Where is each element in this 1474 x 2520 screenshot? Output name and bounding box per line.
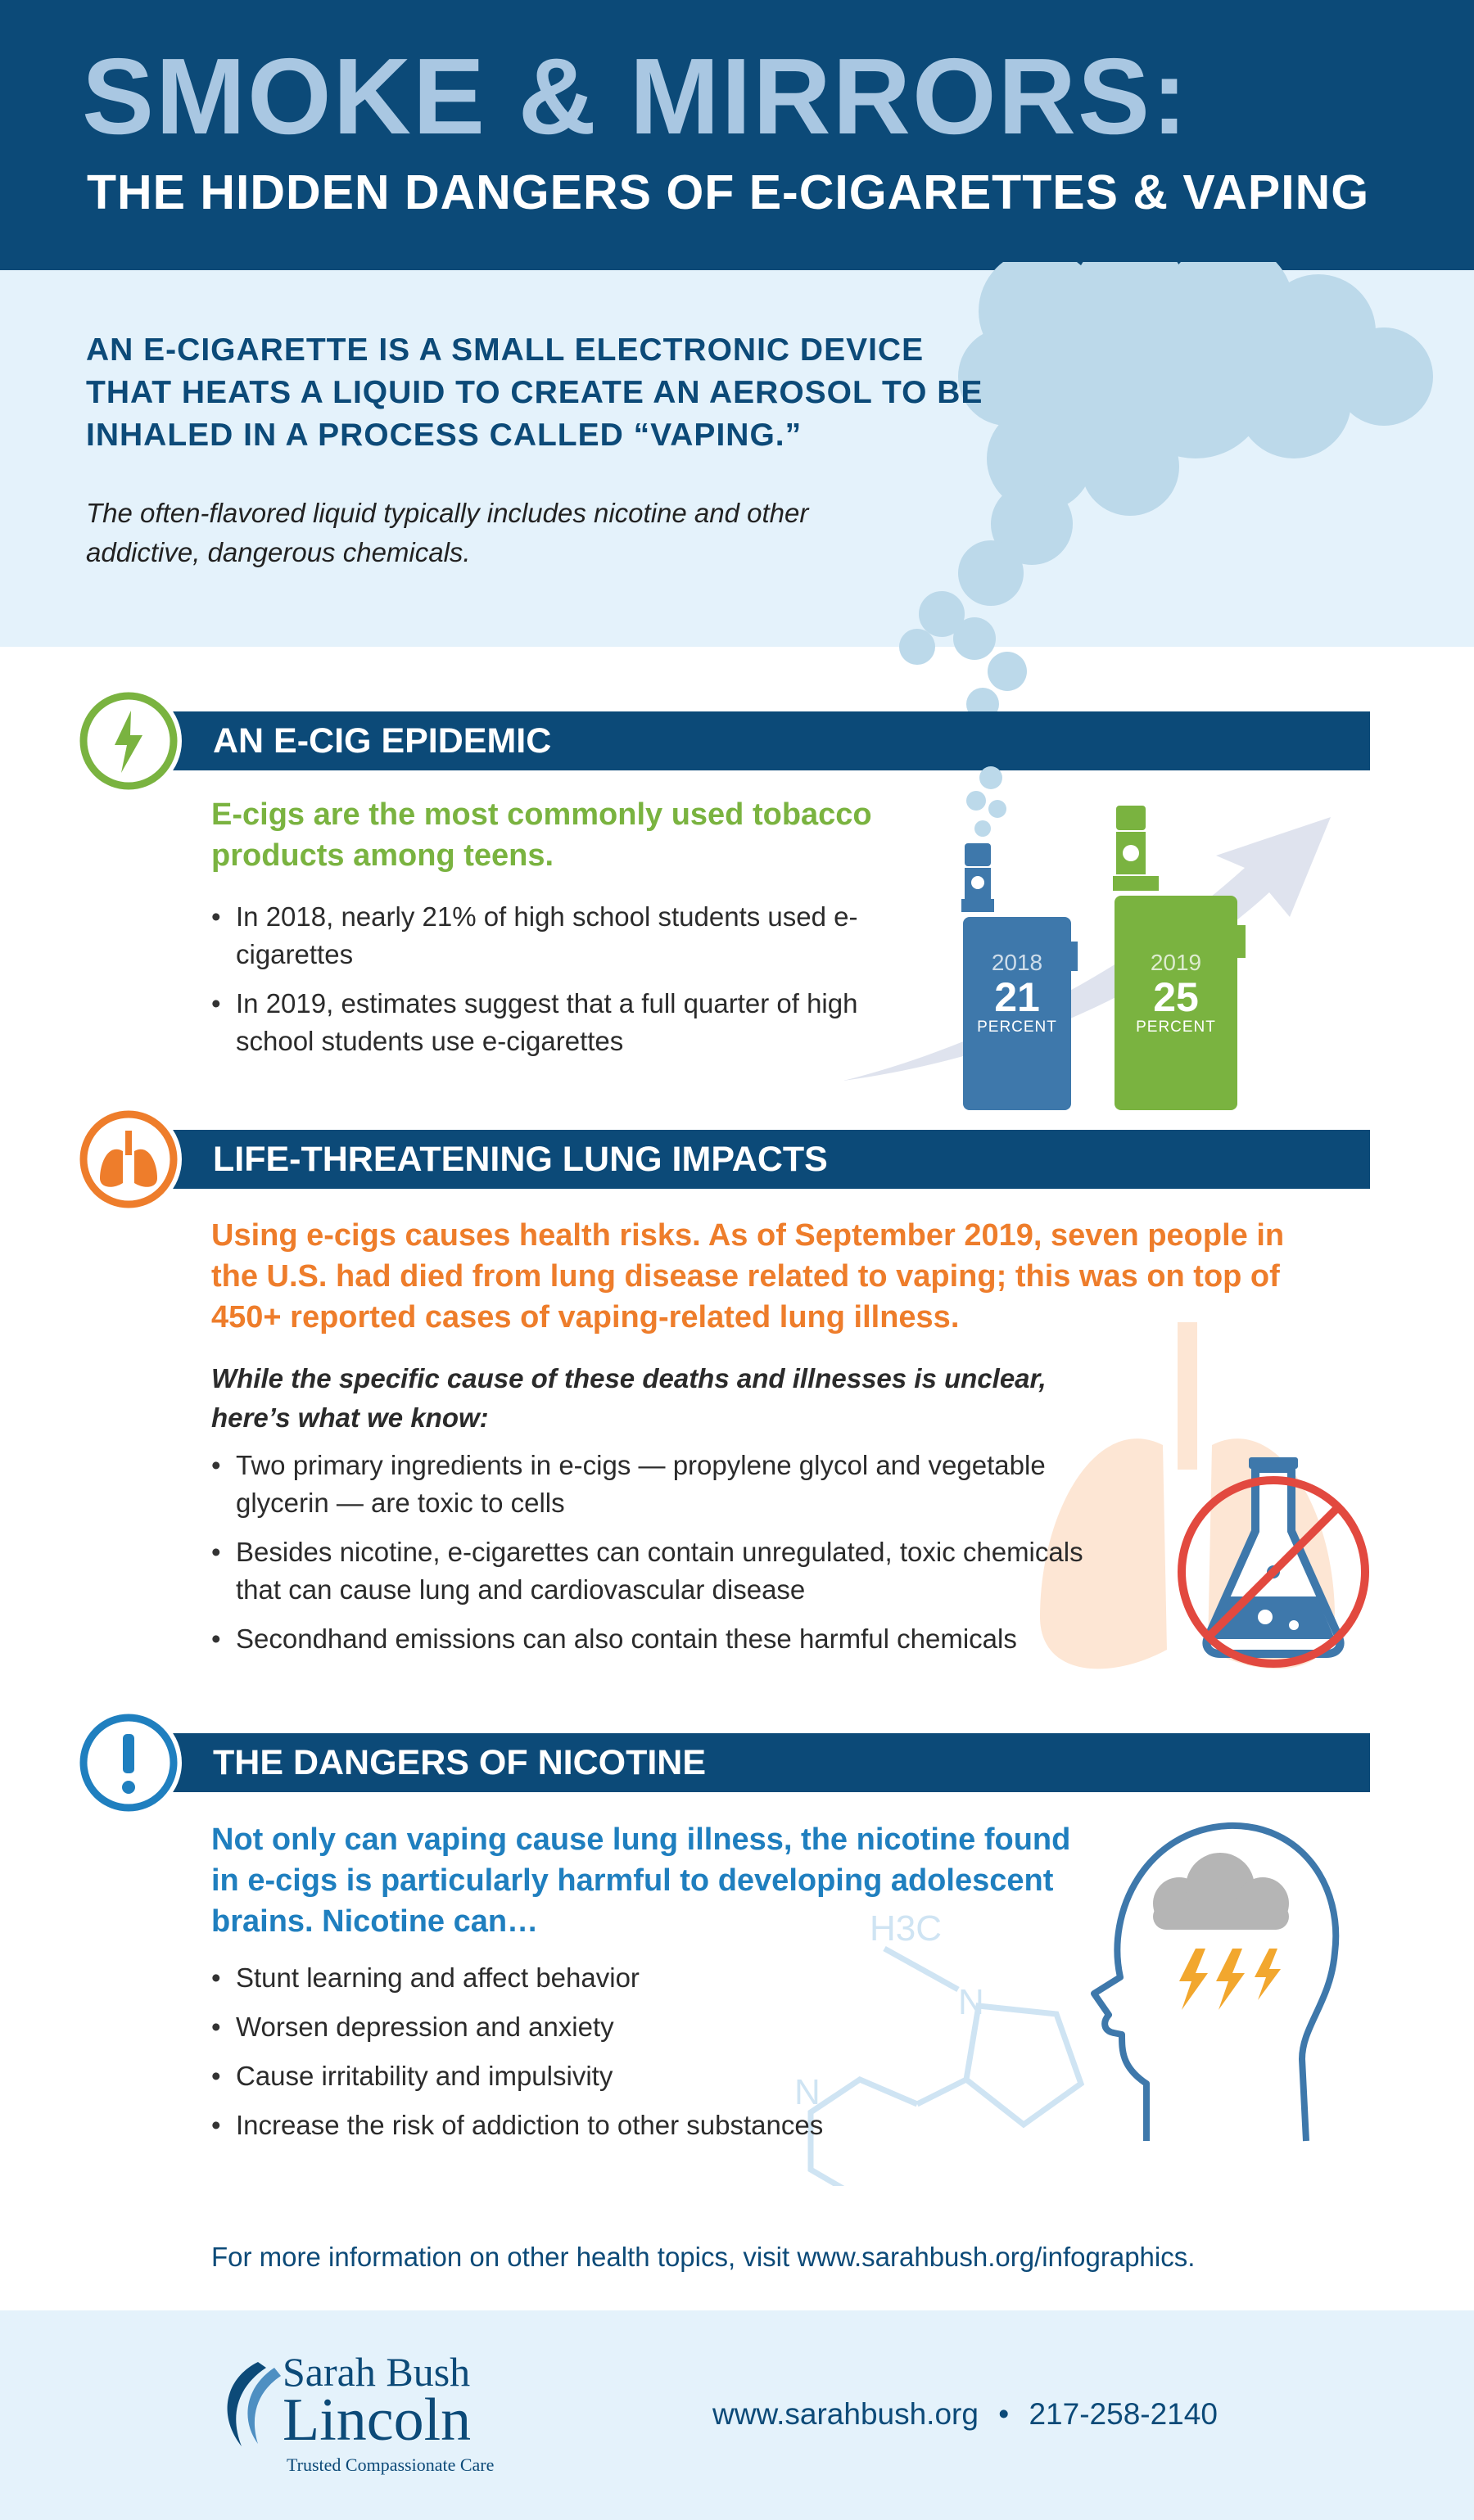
list-item: • Secondhand emissions can also contain these harmful chemicals bbox=[211, 1620, 1112, 1658]
section-title-lungs: LIFE-THREATENING LUNG IMPACTS bbox=[213, 1140, 828, 1179]
nicotine-lead: Not only can vaping cause lung illness, the nicotine found in e-cigs is particularly harmful to developing adolescent brains. Nicotine can… bbox=[211, 1822, 1071, 1939]
exclamation-icon bbox=[75, 1709, 182, 1816]
contact-separator: • bbox=[998, 2397, 1010, 2431]
stat-2018 bbox=[963, 950, 1071, 1036]
molecule-n2: N bbox=[794, 2072, 821, 2112]
page-title: SMOKE & MIRRORS: bbox=[82, 36, 1189, 156]
flask-prohibited-icon bbox=[1171, 1449, 1376, 1678]
list-item: • In 2019, estimates suggest that a full quarter of high school students use e-cigarettes bbox=[211, 985, 866, 1060]
logo-tagline: Trusted Compassionate Care bbox=[287, 2455, 495, 2475]
stat-unit: PERCENT bbox=[1136, 1018, 1216, 1036]
lungs-bullet-list bbox=[211, 1447, 1112, 1669]
nicotine-bullet-list bbox=[211, 1959, 948, 2156]
section-title-epidemic: AN E-CIG EPIDEMIC bbox=[213, 721, 552, 761]
website-link[interactable]: www.sarahbush.org bbox=[712, 2397, 979, 2431]
list-item: • Worsen depression and anxiety bbox=[211, 2008, 948, 2046]
logo-name-line1: Sarah Bush bbox=[283, 2349, 471, 2395]
stat-year: 2018 bbox=[991, 950, 1043, 975]
section-bar-nicotine bbox=[172, 1733, 1370, 1792]
badge-lungs bbox=[75, 1106, 182, 1213]
stat-2019 bbox=[1115, 950, 1237, 1036]
badge-nicotine bbox=[75, 1709, 182, 1816]
list-item: • Cause irritability and impulsivity bbox=[211, 2057, 948, 2095]
logo-swoosh-icon bbox=[209, 2358, 287, 2448]
lungs-lead: Using e-cigs causes health risks. As of September 2019, seven people in the U.S. had died from lung disease related to vaping; this was on top of 450+ reported cases of vaping-related lung illness. bbox=[211, 1218, 1285, 1335]
badge-epidemic bbox=[75, 688, 182, 794]
head-storm-icon bbox=[1073, 1813, 1351, 2157]
list-item: • Two primary ingredients in e-cigs — propylene glycol and vegetable glycerin — are toxic to cells bbox=[211, 1447, 1112, 1522]
stat-value: 25 bbox=[1153, 974, 1199, 1020]
section-bar-epidemic bbox=[172, 711, 1370, 770]
stat-year: 2019 bbox=[1150, 950, 1202, 975]
list-item: • Stunt learning and affect behavior bbox=[211, 1959, 948, 1997]
section-title-nicotine: THE DANGERS OF NICOTINE bbox=[213, 1743, 707, 1782]
molecule-methyl: H3C bbox=[870, 1908, 943, 1949]
list-item: • Besides nicotine, e-cigarettes can contain unregulated, toxic chemicals that can cause lung and cardiovascular disease bbox=[211, 1533, 1112, 1609]
vapor-dots-icon bbox=[958, 761, 1032, 843]
contact-line bbox=[712, 2397, 1218, 2432]
stat-value: 21 bbox=[994, 974, 1040, 1020]
lightning-icon bbox=[75, 688, 182, 794]
intro-subtext: The often-flavored liquid typically includes nicotine and other addictive, dangerous chemicals. bbox=[86, 498, 809, 567]
trend-arrow-icon bbox=[843, 811, 1335, 1089]
epidemic-bullet-list bbox=[211, 898, 866, 1072]
stat-unit: PERCENT bbox=[977, 1018, 1057, 1036]
intro-headline: AN E-CIGARETTE IS A SMALL ELECTRONIC DEVICE THAT HEATS A LIQUID TO CREATE AN AEROSOL TO BE INHALED IN A PROCESS CALLED “VAPING.” bbox=[86, 332, 983, 453]
section-bar-lungs bbox=[172, 1130, 1370, 1189]
lungs-note: While the specific cause of these deaths and illnesses is unclear, here’s what we know: bbox=[211, 1363, 1047, 1433]
list-item: • In 2018, nearly 21% of high school students used e-cigarettes bbox=[211, 898, 866, 973]
logo-name-line2: Lincoln bbox=[283, 2387, 472, 2454]
epidemic-lead: E-cigs are the most commonly used tobacco products among teens. bbox=[211, 797, 872, 873]
more-info-text: For more information on other health topics, visit www.sarahbush.org/infographics. bbox=[211, 2242, 1196, 2272]
page-subtitle: THE HIDDEN DANGERS OF E-CIGARETTES & VAPING bbox=[87, 165, 1370, 219]
lungs-icon bbox=[75, 1106, 182, 1213]
list-item: • Increase the risk of addiction to other substances bbox=[211, 2107, 948, 2144]
molecule-n1: N bbox=[958, 1982, 984, 2022]
phone-number[interactable]: 217-258-2140 bbox=[1029, 2397, 1218, 2431]
